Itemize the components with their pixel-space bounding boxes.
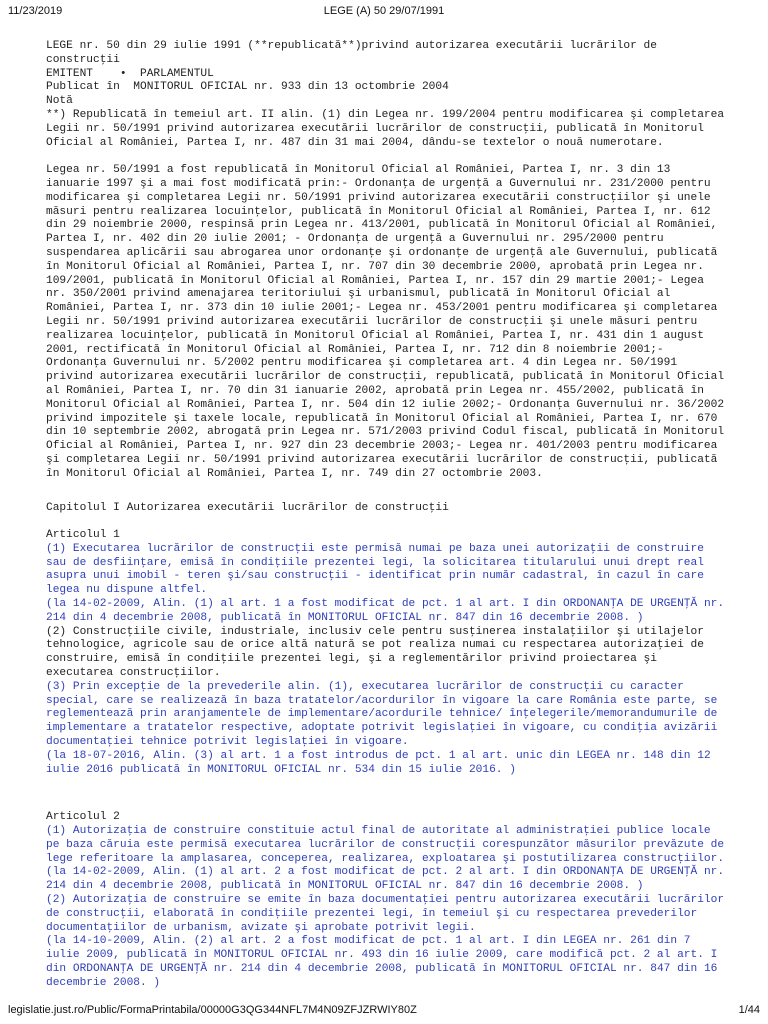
page-footer: [0, 1002, 768, 1024]
article-1-amendment-note-1: [46, 598, 731, 626]
note-text: **) Republicată în temeiul art. II alin. (1) din Legea nr. 199/2004 pentru modificarea şi completarea Legii nr. 50/1991 privind autorizarea executării lucrărilor de construcţii, publicată în Monitorul Oficial al României, Partea I, nr. 487 din 31 mai 2004, dându-se textelor o nouă numerotare.: [46, 108, 731, 149]
article-1-paragraph-3: (3) Prin excepţie de la prevederile alin. (1), executarea lucrărilor de construcţii cu caracter special, care se realizează în baza tratatelor/acordurilor în vigoare la care România este parte, se reglementează prin aranjamentele de implementare/acordurile tehnice/ înţelegerile/memorandumurile de implementare a tratatelor respective, adoptate potrivit legislaţiei în vigoare, cu condiţia avizării documentaţiei tehnice potrivit legislaţiei în vigoare.: [46, 680, 725, 749]
article-2-amendment-note-1: [46, 866, 731, 894]
article-2-paragraph-1: (1) Autorizaţia de construire constituie actul final de autoritate al administraţiei publice locale pe baza căruia este permisă executarea lucrărilor de construcţii corespunzător măsurilor prevăzute de lege referitoare la amplasarea, conceperea, realizarea, exploatarea şi postutilizarea construcţiilor.: [46, 825, 731, 865]
note-text: nr. 261 din 7 iulie 2009, publicată în MONITORUL OFICIAL nr. 493 din 16 iulie 2009, care modifică pct. 2 al art. I din: [46, 935, 725, 975]
print-date: 11/23/2019: [8, 5, 63, 17]
document-body: [46, 40, 731, 991]
chapter-title: Capitolul I Autorizarea executării lucrărilor de construcţii: [46, 501, 449, 514]
note-text: (la 18-07-2016, Alin. (3) al art. 1 a fost introdus de pct. 1 al art. unic din: [46, 749, 577, 762]
emitent-line: EMITENT • PARLAMENTUL: [46, 67, 214, 80]
note-text: nr. 214 din 4 decembrie 2008, publicată în MONITORUL OFICIAL nr. 847 din 16 decembrie 2008. ): [46, 963, 725, 989]
article-2-amendment-note-2: [46, 935, 726, 990]
article-2-title: Articolul 2: [46, 811, 120, 824]
publication-line: Publicat în MONITORUL OFICIAL nr. 933 din 13 octombrie 2004: [46, 81, 449, 94]
note-text: nr. 214 din 4 decembrie 2008, publicată în MONITORUL OFICIAL nr. 847 din 16 decembrie 2008. ): [46, 866, 731, 893]
page-number: 1/44: [738, 1004, 760, 1016]
article-1-paragraph-1: (1) Executarea lucrărilor de construcţii este permisă numai pe baza unei autorizaţii de construire sau de desfiinţare, emisă în condiţiile prezentei legi, la solicitarea titularului unui drept real asupra unui imobil - teren şi/sau construcţii - identificat prin număr cadastral, în cazul în care legea nu dispune altfel.: [46, 542, 711, 597]
print-title: LEGE (A) 50 29/07/1991: [323, 5, 445, 17]
note-label: Notă: [46, 95, 73, 108]
note-text: (la 14-10-2009, Alin. (2) al art. 2 a fost modificat de pct. 1 al art. I din: [46, 935, 563, 948]
article-2-paragraph-2: (2) Autorizaţia de construire se emite în baza documentaţiei pentru autorizarea executării lucrărilor de construcţii, elaborată în condiţiile prezentei legi, în temeiul şi cu respectarea prevederilor documentaţiilor de urbanism, avizate şi aprobate potrivit legii.: [46, 894, 731, 934]
note-text: nr. 148 din 12 iulie 2016 publicată în MONITORUL OFICIAL nr. 534 din 15 iulie 2016. ): [46, 749, 718, 776]
lege-link[interactable]: LEGEA: [576, 749, 610, 762]
article-1-title: Articolul 1: [46, 529, 120, 542]
history-paragraph: Legea nr. 50/1991 a fost republicată în Monitorul Oficial al României, Partea I, nr. 3 din 13 ianuarie 1997 şi a mai fost modificată prin:- Ordonanţa de urgenţă a Guvernului nr. 231/2000 pentru modificarea şi completarea Legii nr. 50/1991 privind autorizarea executării construcţiilor şi unele măsuri pentru realizarea locuinţelor, publicată în Monitorul Oficial al României, Partea I, nr. 612 din 29 noiembrie 2000, respinsă prin Legea nr. 413/2001, publicată în Monitorul Oficial al României, Partea I, nr. 402 din 20 iulie 2001; - Ordonanţa de urgenţă a Guvernului nr. 295/2000 pentru suspendarea aplicării sau abrogarea unor ordonanţe şi ordonanţe de urgenţă ale Guvernului, publicată în Monitorul Oficial al României, Partea I, nr. 707 din 30 decembrie 2000, aprobată prin Legea nr. 109/2001, publicată în Monitorul Oficial al României, Partea I, nr. 157 din 29 martie 2001;- Legea nr. 350/2001 privind amenajarea teritoriului şi urbanismul, publicată în Monitorul Oficial al României, Partea I, nr. 373 din 10 iulie 2001;- Legea nr. 453/2001 pentru modificarea şi completarea Legii nr. 50/1991 privind autorizarea executării lucrărilor de construcţii şi unele măsuri pentru realizarea locuinţelor, publicată în Monitorul Oficial al României, Partea I, nr. 431 din 1 august 2001, rectificată în Monitorul Oficial al României, Partea I, nr. 712 din 8 noiembrie 2001;- Ordonanţa Guvernului nr. 5/2002 pentru modificarea şi completarea art. 4 din Legea nr. 50/1991 privind autorizarea executării lucrărilor de construcţii, republicată, publicată în Monitorul Oficial al României, Partea I, nr. 70 din 31 ianuarie 2002, aprobată prin Legea nr. 455/2002, publicată în Monitorul Oficial al României, Partea I, nr. 504 din 12 iulie 2002;- Ordonanţa Guvernului nr. 36/2002 privind impozitele şi taxele locale, republicată în Monitorul Oficial al României, Partea I, nr. 670 din 10 septembrie 2002, abrogată prin Legea nr. 571/2003 privind Codul fiscal, publicată în Monitorul Oficial al României, Partea I, nr. 927 din 23 decembrie 2003;- Legea nr. 401/2003 pentru modificarea şi completarea Legii nr. 50/1991 privind autorizarea executării lucrărilor de construcţii, publicată în Monitorul Oficial al României, Partea I, nr. 749 din 27 octombrie 2003.: [46, 164, 731, 480]
ordonanta-link[interactable]: ORDONANŢA DE URGENŢĂ: [562, 598, 698, 611]
page-header: [0, 0, 768, 22]
lege-link[interactable]: LEGEA: [562, 935, 597, 948]
source-url[interactable]: legislatie.just.ro/Public/FormaPrintabila/00000G3QG344NFL7M4N09ZFJZRWIY80Z: [8, 1004, 417, 1016]
note-text: (la 14-02-2009, Alin. (1) al art. 1 a fost modificat de pct. 1 al art. I din: [46, 598, 563, 611]
note-text: nr. 214 din 4 decembrie 2008, publicată în MONITORUL OFICIAL nr. 847 din 16 decembrie 2008. ): [46, 598, 731, 624]
ordonanta-link[interactable]: ORDONANŢA DE URGENŢĂ: [72, 963, 208, 975]
article-1-amendment-note-3: [46, 750, 726, 778]
law-title: LEGE nr. 50 din 29 iulie 1991 (**republicată**)privind autorizarea executării lucrărilor de construcţii: [46, 40, 664, 66]
ordonanta-link[interactable]: ORDONANŢA DE URGENŢĂ: [562, 866, 698, 879]
note-text: (la 14-02-2009, Alin. (1) al art. 2 a fost modificat de pct. 2 al art. I din: [46, 866, 563, 879]
article-1-paragraph-2: (2) Construcţiile civile, industriale, inclusiv cele pentru susţinerea instalaţiilor şi utilajelor tehnologice, agricole sau de orice altă natură se pot realiza numai cu respectarea autorizaţiei de construire, emisă în condiţiile prezentei legi, şi a reglementărilor privind proiectarea şi executarea construcţiilor.: [46, 625, 711, 680]
